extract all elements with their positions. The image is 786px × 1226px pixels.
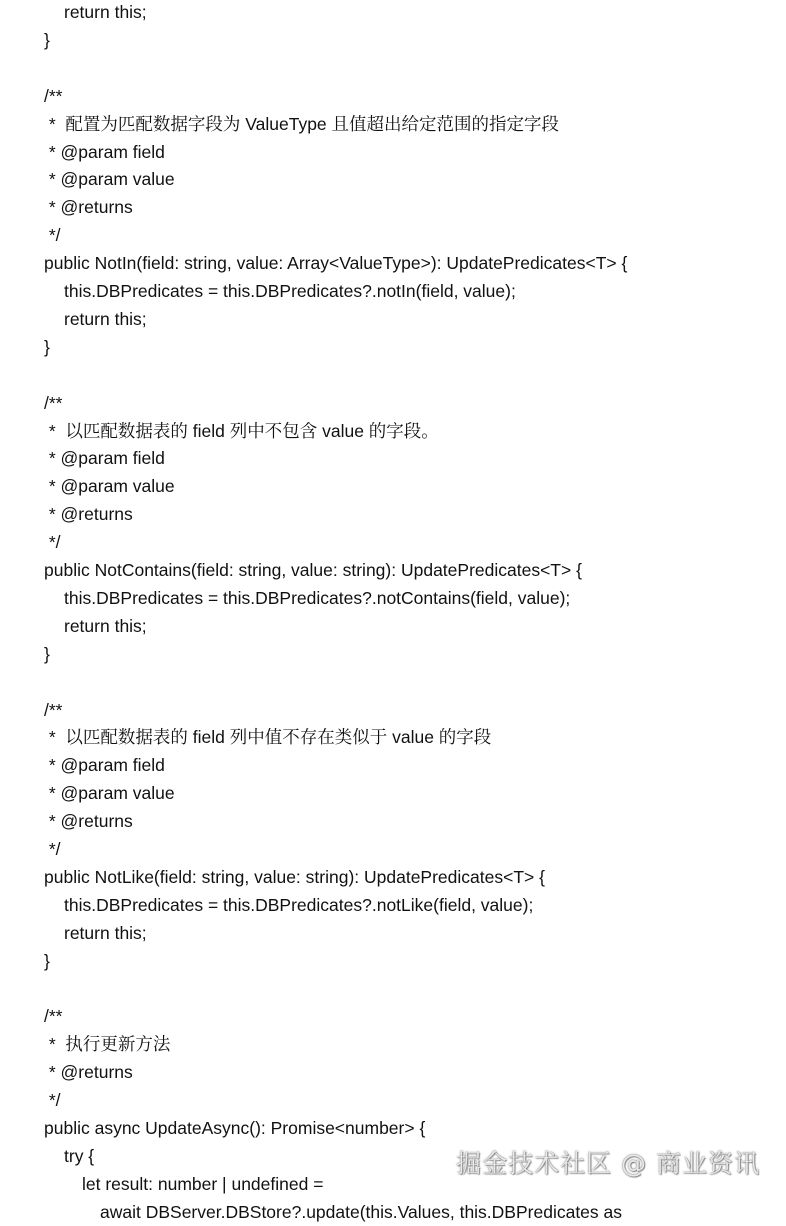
code-line: public async UpdateAsync(): Promise<number> { (44, 1118, 426, 1138)
code-line: } (44, 643, 50, 664)
code-line: * @returns (44, 811, 133, 832)
code-line: * @returns (44, 1062, 133, 1083)
code-line: this.DBPredicates = this.DBPredicates?.notContains(field, value); (64, 587, 571, 608)
code-line: return this; (64, 922, 147, 943)
code-line: public NotLike(field: string, value: string): UpdatePredicates<T> { (44, 866, 545, 887)
code-line: public NotIn(field: string, value: Array<ValueType>): UpdatePredicates<T> { (44, 253, 628, 274)
code-line: * @param value (44, 783, 175, 804)
code-line: return this; (64, 2, 147, 22)
code-line: try { (64, 1145, 95, 1166)
code-line: */ (44, 1090, 61, 1111)
code-line: */ (44, 839, 61, 859)
code-line: let result: number | undefined = (82, 1173, 324, 1194)
code-line: */ (44, 225, 61, 246)
code-line: * 配置为匹配数据字段为 ValueType 且值超出给定范围的指定字段 (44, 113, 560, 134)
code-line: */ (44, 532, 61, 553)
code-line: * @param field (44, 448, 165, 469)
code-line: * @param value (44, 169, 175, 190)
code-line: return this; (64, 308, 147, 329)
code-line: } (44, 29, 50, 50)
code-line: * 以匹配数据表的 field 列中不包含 value 的字段。 (44, 420, 439, 441)
code-line: } (44, 950, 50, 971)
code-line: /** (44, 392, 63, 413)
code-line: public NotContains(field: string, value: string): UpdatePredicates<T> { (44, 560, 582, 580)
code-line: /** (44, 1006, 63, 1027)
code-line: /** (44, 85, 63, 106)
code-line: * 以匹配数据表的 field 列中值不存在类似于 value 的字段 (44, 727, 492, 748)
code-line: this.DBPredicates = this.DBPredicates?.notIn(field, value); (64, 281, 516, 301)
code-line: /** (44, 699, 63, 720)
code-line: * @param value (44, 476, 175, 497)
code-line: * @returns (44, 504, 133, 525)
code-line: * 执行更新方法 (44, 1034, 171, 1055)
code-line: * @param field (44, 141, 165, 162)
code-line: * @returns (44, 197, 133, 218)
code-line: } (44, 336, 50, 357)
code-line: this.DBPredicates = this.DBPredicates?.notLike(field, value); (64, 894, 534, 915)
code-line: return this; (64, 615, 147, 636)
code-line: await DBServer.DBStore?.update(this.Values, this.DBPredicates as (100, 1201, 623, 1222)
code-line: * @param field (44, 755, 165, 776)
watermark: 掘金技术社区 @ 商业资讯 (456, 1149, 760, 1178)
